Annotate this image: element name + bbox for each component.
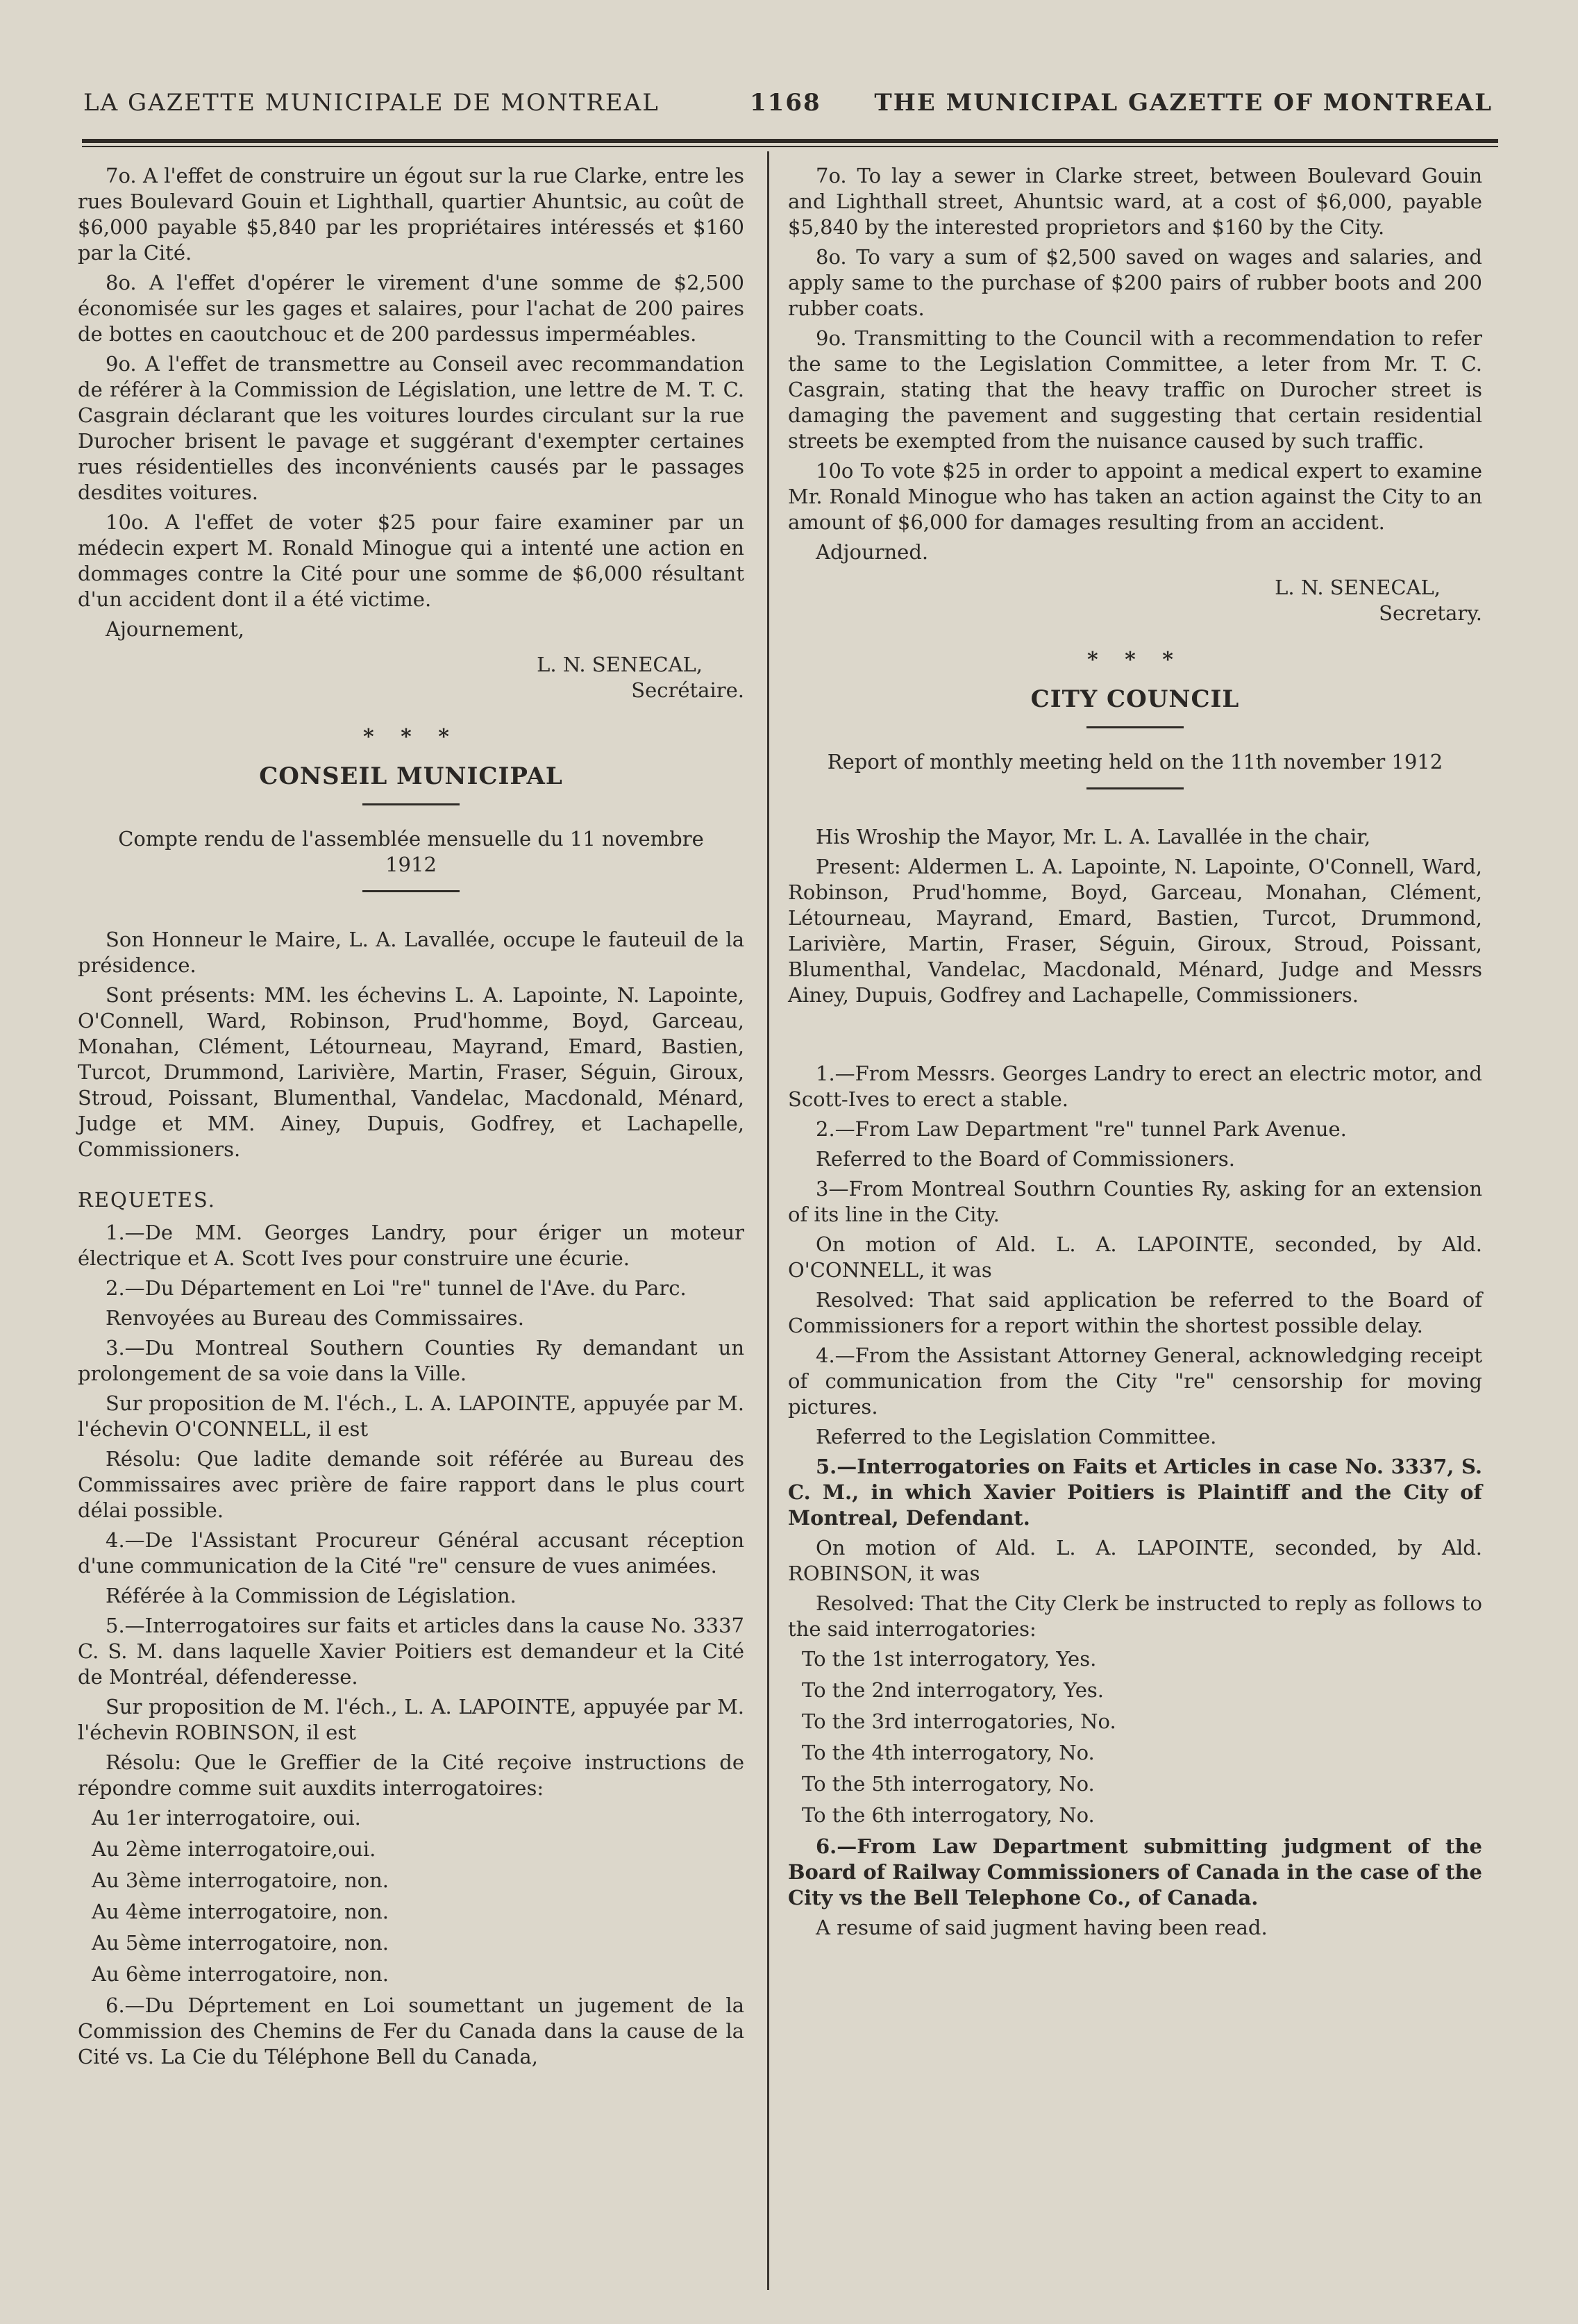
en-item-9: 9o. Transmitting to the Council with a recommendation to refer the same to the Legislation Committee, a leter from Mr. T. C. Casgrain, stating that the heavy traffic on Durocher street is damaging the pavement and suggesting that certain residential streets be exempted from the nuisance caused by such traffic.: [788, 326, 1482, 453]
fr-item-6-judgment: 6.—Du Déprtement en Loi soumettant un jugement de la Commission des Chemins de Fer du Canada dans la cause de la Cité vs. La Cie du Téléphone Bell du Canada,: [78, 1993, 744, 2068]
fr-interrogatoire: Au 4ème interrogatoire, non.: [92, 1900, 389, 1923]
en-request: Referred to the Legislation Committee.: [816, 1425, 1217, 1448]
en-request: 4.—From the Assistant Attorney General, acknowledging receipt of communication from the City "re" censorship for moving pictures.: [788, 1344, 1482, 1419]
en-item-10: 10o To vote $25 in order to appoint a medical expert to examine Mr. Ronald Minogue who has taken an action against the City to an amount of $6,000 for damages resulting from an accident.: [788, 459, 1482, 534]
fr-requete: 4.—De l'Assistant Procureur Général accusant réception d'une communication de la Cité "re" censure de vues animées.: [78, 1528, 744, 1578]
en-signature: [788, 575, 1482, 626]
header-title-french: LA GAZETTE MUNICIPALE DE MONTREAL: [83, 89, 660, 117]
fr-stars: * * *: [363, 725, 459, 749]
en-request: 5.—Interrogatories on Faits et Articles in case No. 3337, S. C. M., in which Xavier Poitiers is Plaintiff and the City of Montreal, Defendant.: [788, 1455, 1482, 1530]
fr-requetes-heading: REQUETES.: [78, 1188, 216, 1212]
page-number: 1168: [750, 89, 821, 117]
fr-requete: 1.—De MM. Georges Landry, pour ériger un moteur électrique et A. Scott Ives pour construire une écurie.: [78, 1221, 744, 1270]
en-request: 3—From Montreal Southrn Counties Ry, asking for an extension of its line in the City.: [788, 1177, 1482, 1226]
fr-requete: 3.—Du Montreal Southern Counties Ry demandant un prolongement de sa voie dans la Ville.: [78, 1336, 744, 1385]
en-signature-name: L. N. SENECAL,: [1275, 576, 1441, 599]
en-section-title: CITY COUNCIL: [1030, 685, 1240, 713]
en-item-7: 7o. To lay a sewer in Clarke street, between Boulevard Gouin and Lighthall street, Ahuntsic ward, at a cost of $6,000, payable $5,840 by the interested proprietors and $160 by the City.: [788, 164, 1482, 239]
fr-interrogatoire: Au 3ème interrogatoire, non.: [92, 1869, 389, 1892]
fr-signature-role: Secrétaire.: [631, 678, 744, 702]
en-signature-role: Secretary.: [1379, 601, 1482, 625]
en-interrogatory: To the 5th interrogatory, No.: [802, 1772, 1095, 1796]
fr-item-7: 7o. A l'effet de construire un égout sur la rue Clarke, entre les rues Boulevard Gouin et Lighthall, quartier Ahuntsic, au coût de $6,000 payable $5,840 par les propriétaires intéressés et $160 par la Cité.: [78, 164, 744, 265]
header-rule-thin: [82, 146, 1498, 147]
fr-interrogatoire: Au 6ème interrogatoire, non.: [92, 1962, 389, 1986]
english-column: [788, 163, 1482, 1945]
en-request: On motion of Ald. L. A. LAPOINTE, seconded, by Ald. O'CONNELL, it was: [788, 1232, 1482, 1282]
fr-requete: Sur proposition de M. l'éch., L. A. LAPOINTE, appuyée par M. l'échevin O'CONNELL, il est: [78, 1391, 744, 1441]
en-request: Referred to the Board of Commissioners.: [816, 1147, 1235, 1171]
fr-report: Compte rendu de l'assemblée mensuelle du 11 novembre 1912: [118, 827, 704, 876]
fr-rule-1: [362, 803, 460, 805]
fr-interrogatoire: Au 5ème interrogatoire, non.: [92, 1931, 389, 1955]
en-item-8: 8o. To vary a sum of $2,500 saved on wages and salaries, and apply same to the purchase of $200 pairs of rubber boots and 200 rubber coats.: [788, 245, 1482, 320]
en-chair: His Wroship the Mayor, Mr. L. A. Lavallée in the chair,: [816, 825, 1371, 848]
en-resume: A resume of said jugment having been read.: [816, 1916, 1268, 1939]
french-column: [78, 163, 744, 2074]
en-present: Present: Aldermen L. A. Lapointe, N. Lapointe, O'Connell, Ward, Robinson, Prud'homme, Boyd, Garceau, Monahan, Clément, Létourneau, Mayrand, Emard, Bastien, Turcot, Drummond, Larivière, Martin, Fraser, Séguin, Giroux, Stroud, Poissant, Blumenthal, Vandelac, Macdonald, Ménard, Judge and Messrs Ainey, Dupuis, Godfrey and Lachapelle, Commissioners.: [788, 855, 1482, 1007]
en-request: 1.—From Messrs. Georges Landry to erect an electric motor, and Scott-Ives to erect a stable.: [788, 1062, 1482, 1111]
en-request: On motion of Ald. L. A. LAPOINTE, seconded, by Ald. ROBINSON, it was: [788, 1536, 1482, 1585]
en-item-6-judgment: 6.—From Law Department submitting judgment of the Board of Railway Commissioners of Canada in the case of the City vs the Bell Telephone Co., of Canada.: [788, 1834, 1482, 1909]
fr-requete: Renvoyées au Bureau des Commissaires.: [106, 1306, 524, 1330]
fr-present: Sont présents: MM. les échevins L. A. Lapointe, N. Lapointe, O'Connell, Ward, Robinson, Prud'homme, Boyd, Garceau, Monahan, Clément, Létourneau, Mayrand, Emard, Bastien, Turcot, Drummond, Larivière, Martin, Fraser, Séguin, Giroux, Stroud, Poissant, Blumenthal, Vandelac, Macdonald, Ménard, Judge et MM. Ainey, Dupuis, Godfrey, et Lachapelle, Commissioners.: [78, 983, 744, 1161]
en-interrogatory: To the 1st interrogatory, Yes.: [802, 1647, 1097, 1671]
fr-requete: Référée à la Commission de Législation.: [106, 1584, 517, 1607]
fr-item-9: 9o. A l'effet de transmettre au Conseil avec recommandation de référer à la Commission de Législation, une lettre de M. T. C. Casgrain déclarant que les voitures lourdes circulant sur la rue Durocher brisent le pavage et suggérant d'exempter certaines rues résidentielles des inconvénients causés par le passages desdites voitures.: [78, 352, 744, 504]
fr-adjourn: Ajournement,: [106, 617, 244, 641]
en-report: Report of monthly meeting held on the 11th november 1912: [827, 750, 1443, 774]
fr-requete: Résolu: Que le Greffier de la Cité reçoive instructions de répondre comme suit auxdits interrogatoires:: [78, 1750, 744, 1800]
en-interrogatory: To the 6th interrogatory, No.: [802, 1803, 1095, 1827]
header-rule: [82, 139, 1498, 143]
en-adjourn: Adjourned.: [816, 540, 929, 564]
fr-requete: Sur proposition de M. l'éch., L. A. LAPOINTE, appuyée par M. l'échevin ROBINSON, il est: [78, 1695, 744, 1744]
en-request: 2.—From Law Department "re" tunnel Park Avenue.: [816, 1117, 1347, 1141]
en-rule-2: [1086, 787, 1184, 789]
fr-section-title: CONSEIL MUNICIPAL: [259, 762, 563, 790]
en-interrogatory: To the 2nd interrogatory, Yes.: [802, 1678, 1105, 1702]
en-interrogatory: To the 3rd interrogatories, No.: [802, 1709, 1116, 1733]
fr-signature: [78, 652, 744, 703]
fr-interrogatoire: Au 2ème interrogatoire,oui.: [92, 1837, 376, 1861]
column-divider: [767, 151, 769, 2290]
fr-requete: 2.—Du Département en Loi "re" tunnel de l'Ave. du Parc.: [106, 1276, 687, 1300]
page-header: [83, 89, 1493, 131]
fr-item-10: 10o. A l'effet de voter $25 pour faire examiner par un médecin expert M. Ronald Minogue qui a intenté une action en dommages contre la Cité pour une somme de $6,000 résultant d'un accident dont il a été victime.: [78, 510, 744, 611]
fr-signature-name: L. N. SENECAL,: [537, 653, 703, 676]
header-title-english: THE MUNICIPAL GAZETTE OF MONTREAL: [874, 89, 1493, 117]
fr-requete: 5.—Interrogatoires sur faits et articles dans la cause No. 3337 C. S. M. dans laquelle Xavier Poitiers est demandeur et la Cité de Montréal, défenderesse.: [78, 1614, 744, 1689]
fr-item-8: 8o. A l'effet d'opérer le virement d'une somme de $2,500 économisée sur les gages et salaires, pour l'achat de 200 paires de bottes en caoutchouc et de 200 pardessus imperméables.: [78, 271, 744, 346]
fr-requete: Résolu: Que ladite demande soit référée au Bureau des Commissaires avec prière de faire rapport dans le plus court délai possible.: [78, 1447, 744, 1522]
en-interrogatory: To the 4th interrogatory, No.: [802, 1741, 1095, 1764]
fr-rule-2: [362, 890, 460, 892]
en-rule-1: [1086, 726, 1184, 728]
fr-interrogatoire: Au 1er interrogatoire, oui.: [92, 1806, 361, 1830]
en-stars: * * *: [1087, 648, 1183, 672]
en-request: Resolved: That the City Clerk be instructed to reply as follows to the said interrogatories:: [788, 1591, 1482, 1641]
en-request: Resolved: That said application be referred to the Board of Commissioners for a report within the shortest possible delay.: [788, 1288, 1482, 1337]
fr-chair: Son Honneur le Maire, L. A. Lavallée, occupe le fauteuil de la présidence.: [78, 928, 744, 977]
